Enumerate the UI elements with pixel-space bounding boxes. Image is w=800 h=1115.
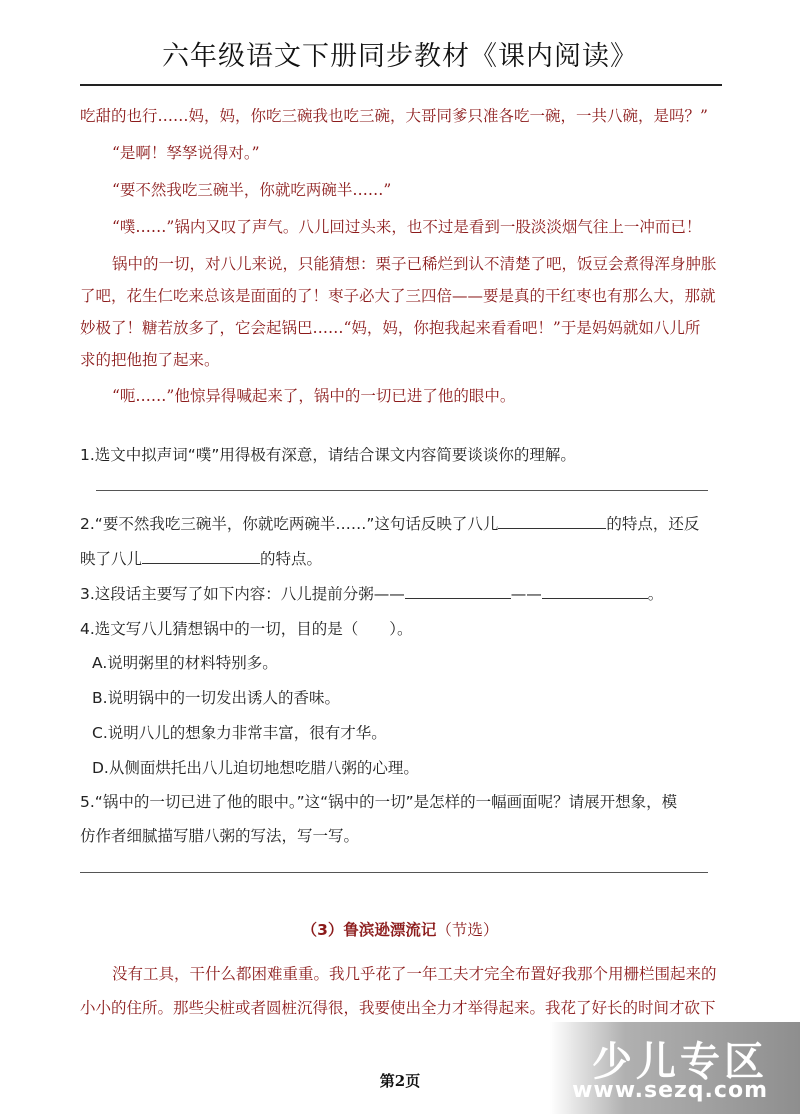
- answer-blank[interactable]: [498, 514, 606, 529]
- excerpt-line: 妙极了！糖若放多了，它会起锅巴……“妈，妈，你抱我起来看看吧！”于是妈妈就如八儿所: [80, 319, 701, 337]
- excerpt-line: 了吧，花生仁吃来总该是面面的了！枣子必大了三四倍——要是真的干红枣也有那么大，那就: [80, 287, 716, 305]
- excerpt-line: 吃甜的也行……妈，妈，你吃三碗我也吃三碗，大哥同爹只准各吃一碗，一共八碗，是吗？”: [80, 107, 708, 125]
- question-2-text: 的特点。: [260, 550, 323, 568]
- question-2-text: 2.“要不然我吃三碗半，你就吃两碗半……”这句话反映了八儿: [80, 515, 499, 533]
- question-2: [80, 512, 699, 534]
- section-note: （节选）: [436, 921, 499, 939]
- watermark: [550, 1022, 800, 1114]
- answer-blank[interactable]: [142, 549, 260, 564]
- excerpt-line: “要不然我吃三碗半，你就吃两碗半……”: [112, 181, 392, 199]
- question-3-text: ——: [510, 585, 542, 603]
- option-c: C.说明八儿的想象力非常丰富，很有才华。: [92, 724, 387, 742]
- excerpt-line: 小小的住所。那些尖桩或者圆桩沉得很，我要使出全力才举得起来。我花了好长的时间才砍下: [80, 999, 716, 1017]
- question-3: [80, 582, 663, 604]
- excerpt-line: “是啊！孥孥说得对。”: [112, 144, 260, 162]
- question-2-cont: [80, 547, 322, 569]
- answer-blank[interactable]: [405, 584, 511, 599]
- watermark-url: www.sezq.com: [572, 1078, 768, 1103]
- question-4: 4.选文写八儿猜想锅中的一切，目的是（ ）。: [80, 620, 413, 638]
- page-number: 第2页: [379, 1072, 421, 1090]
- question-5-cont: 仿作者细腻描写腊八粥的写法，写一写。: [80, 827, 360, 845]
- watermark-name: 少儿专区: [592, 1039, 768, 1085]
- excerpt-line: “噗……”锅内又叹了声气。八儿回过头来，也不过是看到一股淡淡烟气往上一冲而已！: [112, 218, 702, 236]
- page-title: 六年级语文下册同步教材《课内阅读》: [162, 41, 638, 72]
- option-a: A.说明粥里的材料特别多。: [92, 654, 278, 672]
- question-3-text: 。: [647, 585, 664, 603]
- excerpt-line: 锅中的一切，对八儿来说，只能猜想：栗子已稀烂到认不清楚了吧，饭豆会煮得浑身肿胀: [112, 255, 717, 273]
- option-d: D.从侧面烘托出八儿迫切地想吃腊八粥的心理。: [92, 759, 419, 777]
- header-divider: [80, 84, 722, 86]
- excerpt-line: 求的把他抱了起来。: [80, 351, 220, 369]
- question-1: 1.选文中拟声词“噗”用得极有深意，请结合课文内容简要谈谈你的理解。: [80, 446, 576, 464]
- question-2-text: 的特点，还反: [606, 515, 700, 533]
- answer-line[interactable]: [96, 490, 708, 491]
- option-b: B.说明锅中的一切发出诱人的香味。: [92, 689, 341, 707]
- section-title: [0, 918, 800, 940]
- answer-blank[interactable]: [542, 584, 648, 599]
- question-5: 5.“锅中的一切已进了他的眼中。”这“锅中的一切”是怎样的一幅画面呢？请展开想象，模: [80, 793, 678, 811]
- excerpt-line: “呃……”他惊异得喊起来了，锅中的一切已进了他的眼中。: [112, 387, 516, 405]
- section-title-text: （3）鲁滨逊漂流记: [301, 921, 437, 939]
- answer-line[interactable]: [80, 872, 708, 873]
- question-3-text: 3.这段话主要写了如下内容：八儿提前分粥——: [80, 585, 405, 603]
- excerpt-line: 没有工具，干什么都困难重重。我几乎花了一年工夫才完全布置好我那个用栅栏围起来的: [112, 965, 717, 983]
- question-2-text: 映了八儿: [80, 550, 143, 568]
